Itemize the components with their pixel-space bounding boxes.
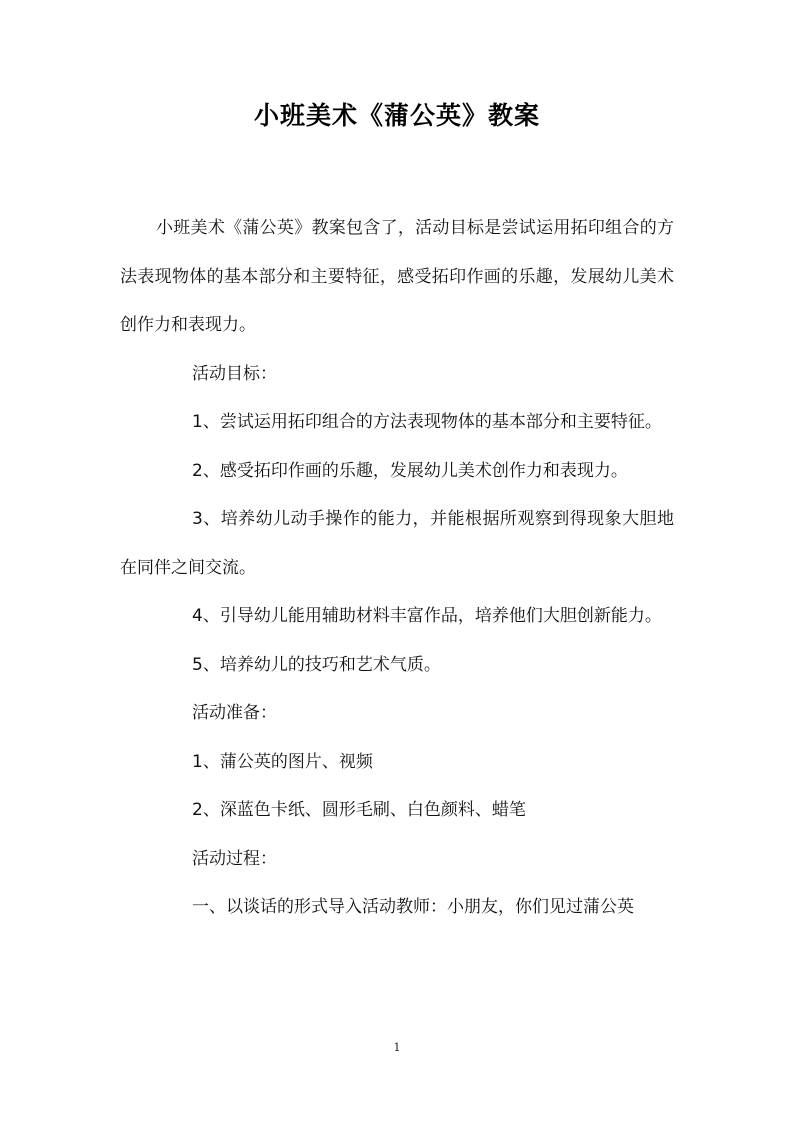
document-title: 小班美术《蒲公英》教案 [253,101,540,130]
section-heading-goals: 活动目标： [192,363,277,384]
page-number: 1 [393,1041,401,1054]
goal-item-1: 1、尝试运用拓印组合的方法表现物体的基本部分和主要特征。 [192,412,662,432]
goal-item-4: 4、引导幼儿能用辅助材料丰富作品，培养他们大胆创新能力。 [192,606,662,626]
goal-item-2: 2、感受拓印作画的乐趣，发展幼儿美术创作力和表现力。 [192,460,628,481]
goal-item-3: 3、培养幼儿动手操作的能力，并能根据所观察到得现象大胆地在同伴之间交流。 [120,509,674,578]
document-body [120,204,674,932]
goal-item-5: 5、培养幼儿的技巧和艺术气质。 [192,654,441,675]
section-heading-process: 活动过程： [192,848,277,869]
intro-paragraph: 小班美术《蒲公英》教案包含了，活动目标是尝试运用拓印组合的方法表现物体的基本部分和主要特征，感受拓印作画的乐趣，发展幼儿美术创作力和表现力。 [120,218,674,335]
preparation-item-1: 1、蒲公英的图片、视频 [192,751,373,772]
preparation-item-2: 2、深蓝色卡纸、圆形毛刷、白色颜料、蜡笔 [192,800,526,820]
process-step-1: 一、以谈话的形式导入活动教师：小朋友，你们见过蒲公英 [192,897,634,917]
section-heading-preparation: 活动准备： [192,703,277,723]
